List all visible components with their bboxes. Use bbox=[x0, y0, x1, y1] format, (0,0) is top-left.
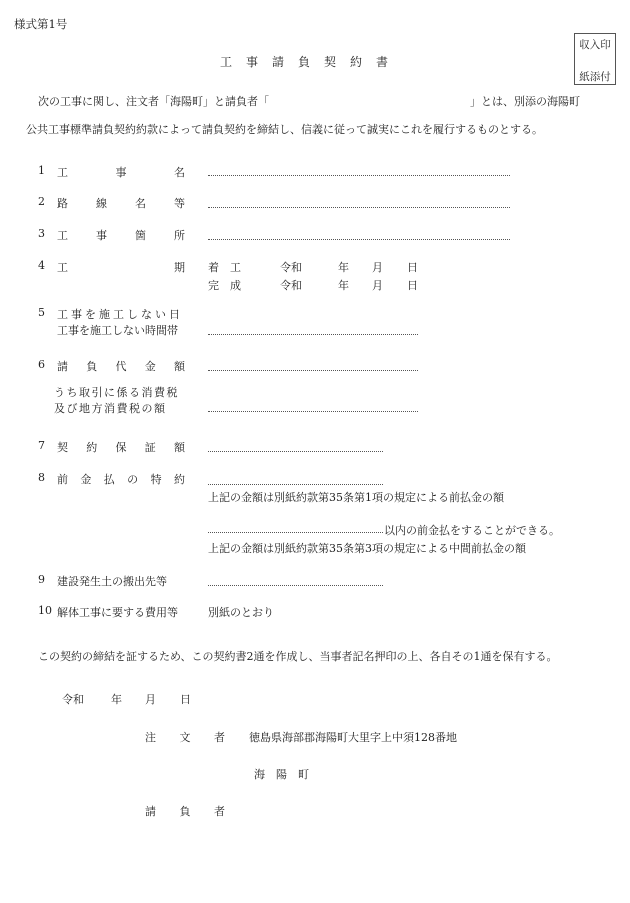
item-6-label: 請 負 代 金 額 bbox=[57, 360, 185, 373]
date-day: 日 bbox=[180, 693, 191, 706]
item-4-number: 4 bbox=[38, 259, 45, 272]
closing-text: この契約の締結を証するため、この契約書2通を作成し、当事者記名押印の上、各自その1通を保有する。 bbox=[38, 650, 558, 663]
item-5-blank bbox=[208, 334, 418, 335]
date-year: 年 bbox=[111, 693, 122, 706]
item-5-label-1: 工事を施工しない日 bbox=[57, 308, 183, 321]
end-label: 完 成 bbox=[208, 279, 241, 292]
item-5-number: 5 bbox=[38, 306, 45, 319]
start-day: 日 bbox=[407, 261, 418, 274]
start-era: 令和 bbox=[280, 261, 302, 274]
advance-blank bbox=[208, 484, 383, 485]
orderer-address: 徳島県海部郡海陽町大里字上中須128番地 bbox=[249, 731, 457, 744]
item-4-label: 工 期 bbox=[57, 261, 185, 274]
item-10-label: 解体工事に要する費用等 bbox=[57, 606, 178, 619]
intro-part1: 次の工事に関し、注文者「海陽町」と請負者「 bbox=[38, 95, 269, 108]
item-2-blank bbox=[208, 207, 510, 208]
interim-note: 上記の金額は別紙約款第35条第3項の規定による中間前払金の額 bbox=[208, 542, 526, 555]
item-8-number: 8 bbox=[38, 471, 45, 484]
item-2-number: 2 bbox=[38, 195, 45, 208]
item-3-number: 3 bbox=[38, 227, 45, 240]
end-era: 令和 bbox=[280, 279, 302, 292]
date-era: 令和 bbox=[62, 693, 84, 706]
item-3-label: 工 事 箇 所 bbox=[57, 229, 185, 242]
item-8-label: 前 金 払 の 特 約 bbox=[57, 473, 185, 486]
item-6-number: 6 bbox=[38, 358, 45, 371]
item-9-label: 建設発生土の搬出先等 bbox=[57, 575, 167, 588]
advance-note: 上記の金額は別紙約款第35条第1項の規定による前払金の額 bbox=[208, 491, 504, 504]
start-month: 月 bbox=[372, 261, 383, 274]
document-title: 工 事 請 負 契 約 書 bbox=[220, 55, 390, 69]
end-month: 月 bbox=[372, 279, 383, 292]
item-6-blank bbox=[208, 370, 418, 371]
date-month: 月 bbox=[145, 693, 156, 706]
item-1-label: 工 事 名 bbox=[57, 166, 185, 179]
item-1-number: 1 bbox=[38, 164, 45, 177]
form-number: 様式第1号 bbox=[14, 17, 68, 31]
item-10-value: 別紙のとおり bbox=[208, 606, 274, 619]
intro-line2: 公共工事標準請負契約約款によって請負契約を締結し、信義に従って誠実にこれを履行するものとする。 bbox=[26, 123, 543, 136]
item-2-label: 路 線 名 等 bbox=[57, 197, 185, 210]
intro-part2: 」とは、別添の海陽町 bbox=[470, 95, 580, 108]
tax-blank bbox=[208, 411, 418, 412]
start-label: 着 工 bbox=[208, 261, 241, 274]
stamp-line1: 収入印 bbox=[579, 39, 611, 51]
end-year: 年 bbox=[338, 279, 349, 292]
contractor-label: 請 負 者 bbox=[145, 805, 225, 818]
orderer-label: 注 文 者 bbox=[145, 731, 225, 744]
interim-within: 以内の前金払をすることができる。 bbox=[384, 524, 560, 537]
interim-blank bbox=[208, 532, 383, 533]
item-3-blank bbox=[208, 239, 510, 240]
item-7-number: 7 bbox=[38, 439, 45, 452]
stamp-line2: 紙添付 bbox=[579, 71, 611, 83]
item-1-blank bbox=[208, 175, 510, 176]
orderer-name: 海 陽 町 bbox=[254, 768, 309, 781]
tax-label-1: うち取引に係る消費税 bbox=[54, 386, 179, 399]
item-10-number: 10 bbox=[38, 604, 52, 617]
revenue-stamp-box bbox=[574, 33, 616, 85]
item-9-blank bbox=[208, 585, 383, 586]
item-5-label-2: 工事を施工しない時間帯 bbox=[57, 324, 178, 337]
end-day: 日 bbox=[407, 279, 418, 292]
start-year: 年 bbox=[338, 261, 349, 274]
item-7-label: 契 約 保 証 額 bbox=[57, 441, 185, 454]
item-9-number: 9 bbox=[38, 573, 45, 586]
tax-label-2: 及び地方消費税の額 bbox=[54, 402, 167, 415]
item-7-blank bbox=[208, 451, 383, 452]
